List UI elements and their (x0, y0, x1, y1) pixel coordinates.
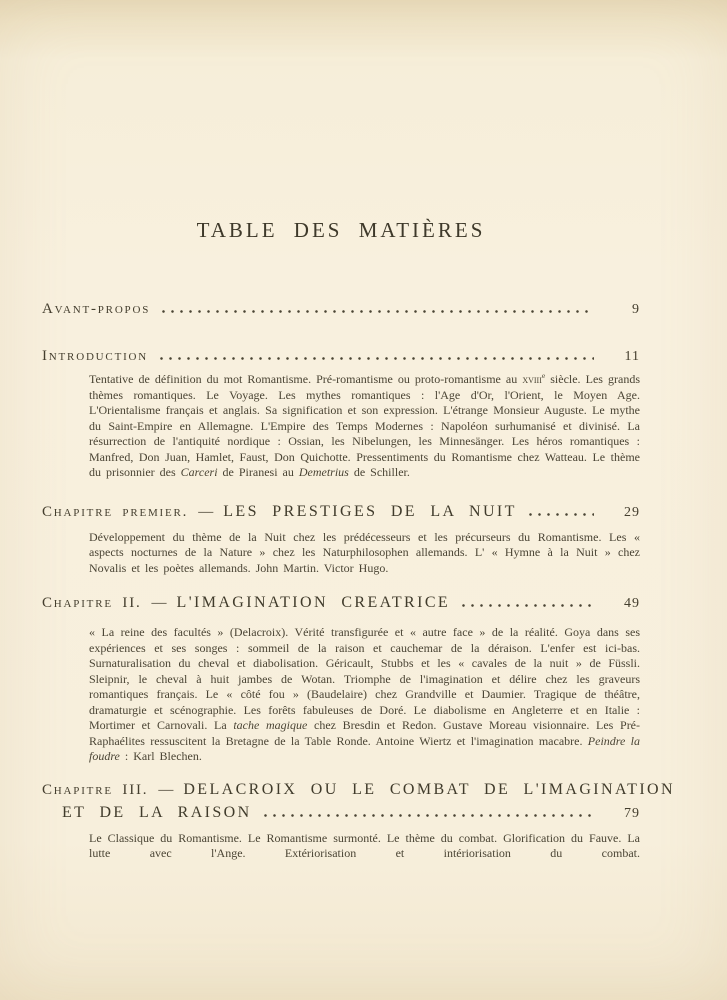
toc-entry-avant-propos (42, 299, 640, 320)
toc-entry-introduction (42, 346, 640, 481)
toc-line-continuation (42, 803, 640, 824)
entry-summary: Tentative de définition du mot Romantisme. Pré-romantisme ou proto-romantisme au xviii$^e$ siècle. Les grands thèmes romantiques. Le Voyage. Les mythes romantiques : l'Age d'Or, l'Orient, le Moyen Age. L'Orientalisme français et anglais. Sa signification et son expression. L'étrange Monsieur Auguste. Le mythe du Saint-Empire en Allemagne. L'Empire des Temps Modernes : Napoléon surhumanisé et divinisé. La résurrection de l'antiquité nordique : Ossian, les Nibelungen, les Minnesänger. Les héros romantiques : Manfred, Don Juan, Hamlet, Faust, Don Quichotte. Pressentiments du Romantisme chez Watteau. Le thème du prisonnier des Carceri de Piranesi au Demetrius de Schiller. (89, 371, 640, 479)
chapter-prefix: Chapitre premier. (42, 503, 189, 520)
toc-line (42, 780, 675, 800)
dot-leader (261, 814, 594, 817)
chapter-title: L'IMAGINATION CREATRICE (176, 594, 451, 611)
chapter-prefix: Chapitre II. (42, 595, 142, 611)
em-dash: — (158, 781, 174, 798)
entry-summary: Développement du thème de la Nuit chez les prédécesseurs et les précurseurs du Romantisme. Les « aspects nocturnes de la Nature » chez les Naturphilosophen allemands. L' « Hymne à la Nuit » chez Novalis et les poètes allemands. John Martin. Victor Hugo. (89, 529, 640, 575)
chapter-title-line-2: ET DE LA RAISON (62, 803, 252, 821)
chapter-title: LES PRESTIGES DE LA NUIT (223, 502, 517, 520)
entry-label: Introduction (42, 348, 149, 364)
dot-leader (159, 310, 594, 313)
chapter-prefix: Chapitre III. (42, 781, 149, 798)
toc-line (42, 593, 640, 614)
toc-line (42, 502, 640, 523)
page-number: 11 (624, 349, 640, 364)
toc-entry-chapter-2 (42, 593, 640, 765)
entry-summary: Le Classique du Romantisme. Le Romantisme surmonté. Le thème du combat. Glorification du Fauve. La lutte avec l'Ange. Extériorisation et intériorisation du combat. (89, 830, 640, 860)
entry-label: Avant-propos (42, 301, 151, 317)
dot-leader (459, 604, 594, 607)
toc-line (42, 299, 640, 320)
toc-line (42, 346, 640, 367)
page-title: TABLE DES MATIÈRES (196, 218, 486, 242)
page-number: 9 (632, 302, 640, 317)
page-number: 79 (624, 805, 640, 821)
dot-leader (157, 357, 594, 360)
em-dash: — (151, 595, 167, 611)
toc-entry-chapter-1 (42, 502, 640, 577)
em-dash: — (198, 503, 214, 520)
page-number: 49 (624, 596, 640, 611)
toc-entry-chapter-3 (42, 780, 675, 862)
dot-leader (526, 513, 594, 516)
entry-summary: « La reine des facultés » (Delacroix). Vérité transfigurée et « autre face » de la réalité. Goya dans ses expériences et ses songes : sommeil de la raison et cauchemar de la déraison. L'enfer est ici-bas. Surnaturalisation du cheval et diabolisation. Géricault, Stubbs et les « cavales de la nuit » de Füssli. Sleipnir, le cheval à huit jambes de Wotan. Triomphe de l'imagination et délire chez les graveurs romantiques français. Le « côté fou » (Baudelaire) chez Grandville et Daumier. Tragique de théâtre, dramaturgie et scénographie. Les forêts fabuleuses de Doré. Le diabolisme en Angleterre et en Italie : Mortimer et Carnovali. La tache magique chez Bresdin et Redon. Gustave Moreau visionnaire. Les Pré-Raphaélites ressuscitent la Bretagne de la Table Ronde. Antoine Wiertz et l'imagination macabre. Peindre la foudre : Karl Blechen. (89, 625, 641, 763)
chapter-title: DELACROIX OU LE COMBAT DE L'IMAGINATION (183, 780, 675, 798)
page-number: 29 (624, 504, 640, 520)
